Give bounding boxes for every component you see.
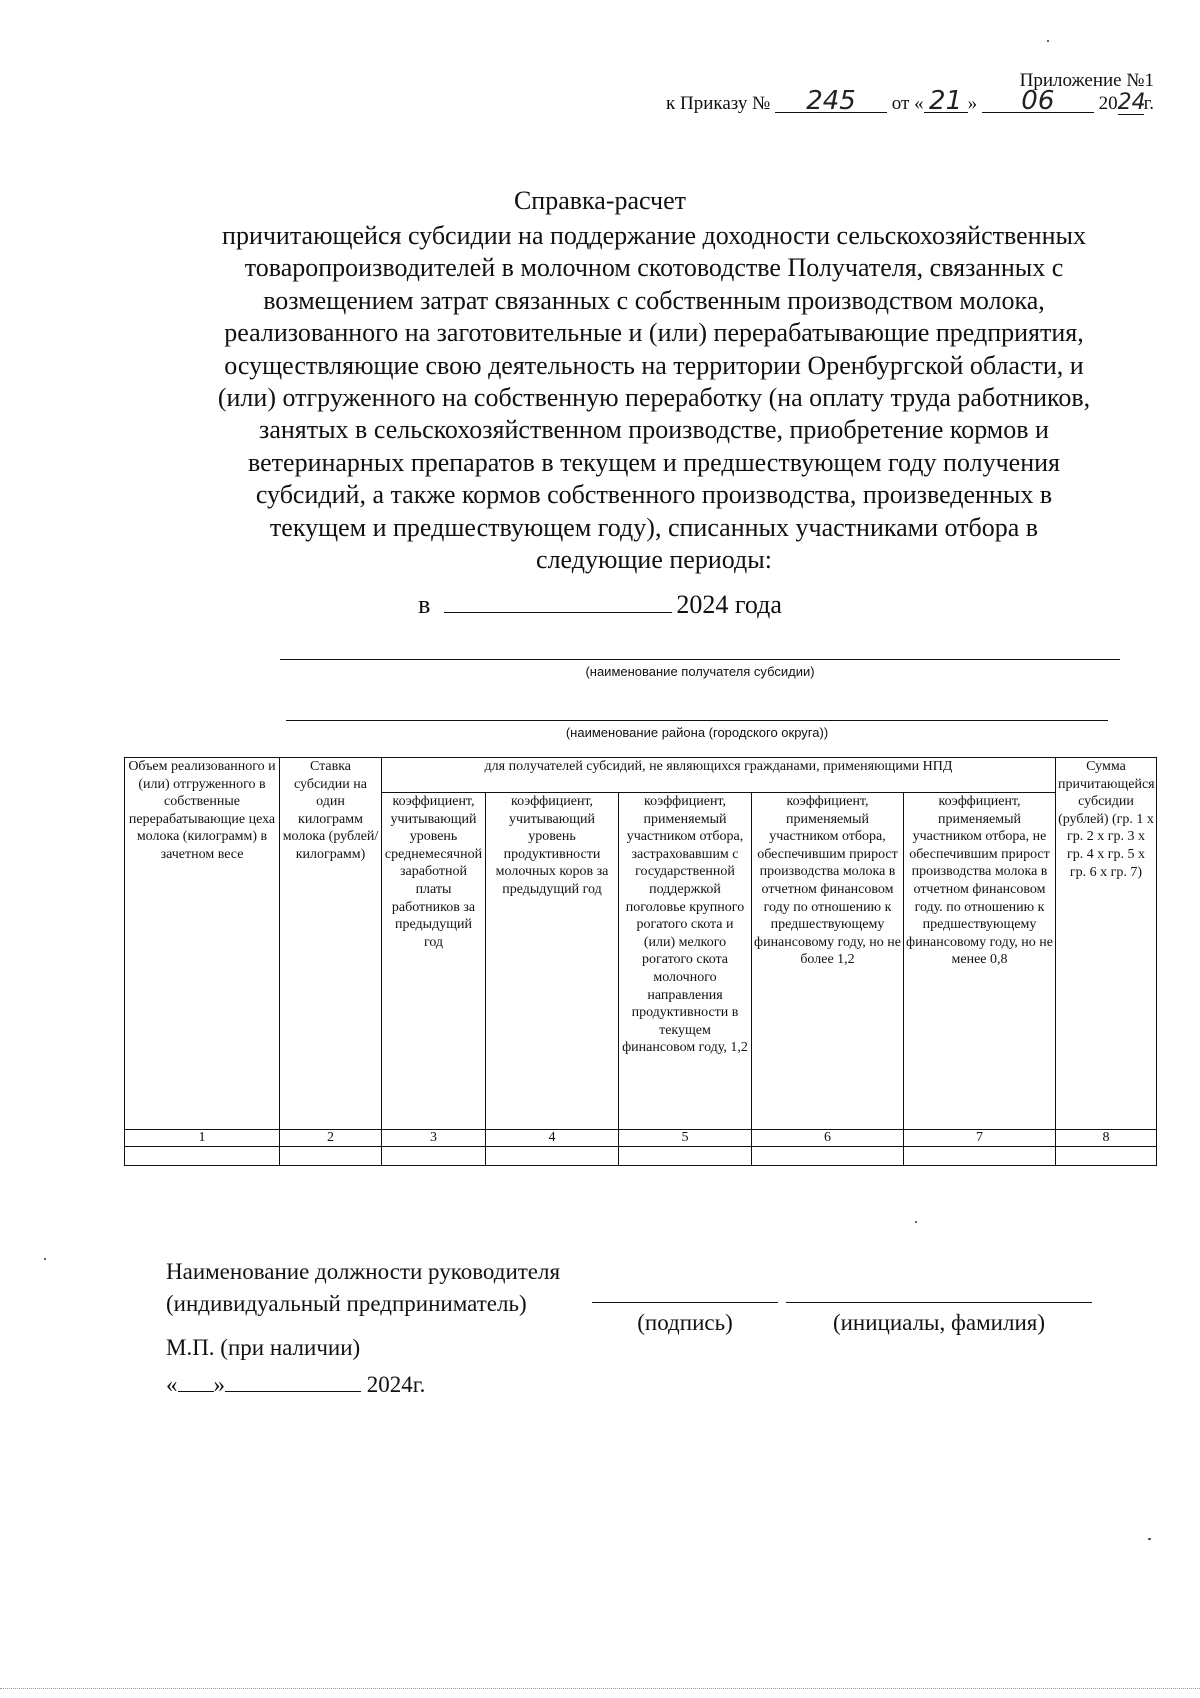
table-cell-volume[interactable]: [125, 1147, 280, 1166]
recipient-caption: (наименование получателя субсидии): [585, 664, 815, 679]
table-cell-rate[interactable]: [280, 1147, 382, 1166]
signing-date-line: [166, 1372, 425, 1398]
scan-speck: [44, 1258, 46, 1260]
subtitle-line: (или) отгруженного на собственную переработку (на оплату труда работников,: [217, 383, 1091, 413]
appendix-label: Приложение №1: [1019, 70, 1154, 91]
table-cell-coef-productivity[interactable]: [486, 1147, 619, 1166]
signature-caption: (подпись): [637, 1310, 733, 1335]
order-day: 21: [924, 90, 968, 113]
period-line: [0, 590, 1200, 620]
subtitle-line: текущем и предшествующем году), списанных участниками отбора в: [269, 512, 1039, 542]
order-year-suffix: 24: [1117, 90, 1146, 115]
position-label: Наименование должности руководителя: [166, 1259, 561, 1284]
column-number: 1: [125, 1130, 280, 1147]
column-number: 8: [1056, 1130, 1157, 1147]
period-suffix: 2024 года: [676, 590, 782, 619]
subtitle-line: ветеринарных препаратов в текущем и предшествующем году получения: [248, 447, 1060, 477]
table-cell-amount[interactable]: [1056, 1147, 1157, 1166]
column-number: 5: [619, 1130, 752, 1147]
subsidy-table: [124, 757, 1157, 1166]
year-prefix: 20: [1098, 93, 1118, 114]
date-end: г.: [1143, 93, 1154, 114]
subtitle-line: занятых в сельскохозяйственном производстве, приобретение кормов и: [259, 415, 1049, 445]
date-mid: »: [967, 93, 978, 114]
date-prefix: от «: [891, 93, 924, 114]
district-name-line[interactable]: [286, 720, 1108, 721]
date-day-field[interactable]: [178, 1373, 214, 1392]
subtitle-line: реализованного на заготовительные и (или) перерабатывающие предприятия,: [224, 318, 1084, 348]
subtitle-line: субсидий, а также кормов собственного производства, произведенных в: [255, 480, 1053, 510]
column-number: 3: [382, 1130, 486, 1147]
period-prefix: в: [418, 590, 431, 619]
position-sublabel: (индивидуальный предприниматель): [166, 1291, 527, 1316]
position-block: [166, 1256, 560, 1320]
scan-speck: [1148, 1538, 1151, 1540]
document-title: Справка-расчет: [513, 186, 687, 215]
order-month: 06: [982, 90, 1094, 113]
column-number: 7: [904, 1130, 1056, 1147]
subtitle-line: товаропроизводителей в молочном скотоводстве Получателя, связанных с: [244, 253, 1064, 283]
col1-header: Объем реализованного и (или) отгруженного в собственные перерабатывающие цеха молока (килограмм) в зачетном весе: [125, 758, 280, 1130]
scan-speck: [915, 1221, 917, 1223]
subtitle-line: следующие периоды:: [536, 545, 772, 575]
order-prefix: к Приказу №: [666, 93, 771, 114]
col7-header: коэффициент, применяемый участником отбора, не обеспечившим прирост производства молока в отчетном финансовом году. по отношению к предшествующему финансовому году, но не менее 0,8: [904, 793, 1056, 1130]
group-header: для получателей субсидий, не являющихся гражданами, применяющими НПД: [382, 758, 1056, 793]
district-caption: (наименование района (городского округа)): [565, 725, 829, 740]
name-line[interactable]: [786, 1302, 1092, 1303]
document-subtitle: [170, 220, 1138, 576]
column-number: 4: [486, 1130, 619, 1147]
col4-header: коэффициент, учитывающий уровень продуктивности молочных коров за предыдущий год: [486, 793, 619, 1130]
date-month-field[interactable]: [225, 1373, 361, 1392]
subtitle-line: осуществляющие свою деятельность на территории Оренбургской области, и: [224, 350, 1084, 380]
column-number: 6: [752, 1130, 904, 1147]
table-cell-coef-insurance[interactable]: [619, 1147, 752, 1166]
col5-header: коэффициент, применяемый участником отбора, застраховавшим с государственной поддержкой поголовье крупного рогатого скота и (или) мелкого рогатого скота молочного направления продуктивности в текущем финансовом году, 1,2: [619, 793, 752, 1130]
table-cell-coef-growth[interactable]: [752, 1147, 904, 1166]
col6-header: коэффициент, применяемый участником отбора, обеспечившим прирост производства молока в отчетном финансовом году по отношению к предшествующему финансовому году, но не более 1,2: [752, 793, 904, 1130]
subtitle-line: причитающейся субсидии на поддержание доходности сельскохозяйственных: [222, 221, 1086, 250]
name-caption: (инициалы, фамилия): [832, 1310, 1046, 1335]
col3-header: коэффициент, учитывающий уровень среднемесячной заработной платы работников за предыдущий год: [382, 793, 486, 1130]
col2-header: Ставка субсидии на один килограмм молока (рублей/ килограмм): [280, 758, 382, 1130]
date-year: 2024г.: [366, 1372, 426, 1397]
col8-header: Сумма причитающейся субсидии (рублей) (гр. 1 х гр. 2 х гр. 3 х гр. 4 х гр. 5 х гр. 6 х гр. 7): [1056, 758, 1157, 1130]
signature-line[interactable]: [592, 1302, 778, 1303]
order-number: 245: [775, 90, 887, 113]
date-open-quote: «: [166, 1372, 178, 1397]
table-cell-coef-no-growth[interactable]: [904, 1147, 1056, 1166]
order-reference: [666, 86, 1154, 116]
date-close-quote: »: [213, 1372, 225, 1397]
column-number: 2: [280, 1130, 382, 1147]
scan-speck: [1047, 40, 1049, 42]
stamp-label: М.П. (при наличии): [166, 1335, 361, 1360]
period-blank-field[interactable]: [444, 592, 672, 613]
table-cell-coef-salary[interactable]: [382, 1147, 486, 1166]
scan-bottom-edge: [0, 1688, 1200, 1689]
recipient-name-line[interactable]: [280, 659, 1120, 660]
subtitle-line: возмещением затрат связанных с собственным производством молока,: [263, 285, 1045, 315]
